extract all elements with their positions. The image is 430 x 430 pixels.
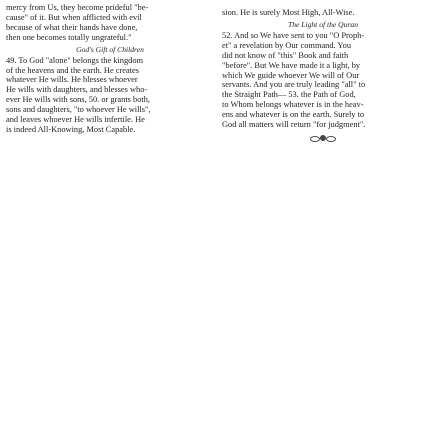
text-line: "before". But We have made it a light, by xyxy=(222,60,361,70)
text-line: He wills with daughters, and blesses who- xyxy=(6,85,148,95)
text-line: God all matters will return "for judgment". xyxy=(222,120,366,130)
text-line: is indeed All-Knowing, Most Capable. xyxy=(6,124,136,134)
text-line: because of what their hands have done, xyxy=(6,22,138,32)
ornament-divider-icon xyxy=(222,134,424,145)
text-line: to Whom belongs whatever is in the heav- xyxy=(222,100,364,110)
text-line: sion. He is surely Most High, All-Wise. xyxy=(222,8,355,17)
text-line: 49. To God "alone" belongs the kingdom xyxy=(6,55,144,65)
text-line: et" a revelation by Our command. You xyxy=(222,40,352,50)
text-line: mercy from Us, they become prideful "be- xyxy=(6,3,149,12)
text-line: ever He wills with sons, 50. or grants both, xyxy=(6,95,150,105)
text-line: of the heavens and the earth. He creates xyxy=(6,65,140,75)
text-line: servants. And you are truly leading "all" to xyxy=(222,80,366,90)
text-line: sons and daughters, "to whoever He wills", xyxy=(6,105,151,115)
text-line: ens and whatever is on the earth. Surely to xyxy=(222,110,365,120)
text-line: the Straight Path— 53. the Path of God, xyxy=(222,90,356,100)
left-column xyxy=(6,0,214,135)
text-line: whatever He wills. He blesses whoever xyxy=(6,75,138,85)
text-line: which We guide whoever We will of Our xyxy=(222,70,360,80)
section-heading: The Light of the Quran xyxy=(287,19,359,29)
text-line: cause" of it. But when afflicted with evil xyxy=(6,12,142,22)
text-line: 52. And so We have sent to you "O Proph- xyxy=(222,30,365,40)
text-line: then one becomes totally ungrateful." xyxy=(6,32,132,42)
section-heading: God's Gift of Children xyxy=(76,44,144,54)
right-column xyxy=(222,0,424,145)
text-line: did not know of "this" Book and faith xyxy=(222,50,349,60)
text-line: and leaves whoever He wills infertile. He xyxy=(6,115,145,125)
